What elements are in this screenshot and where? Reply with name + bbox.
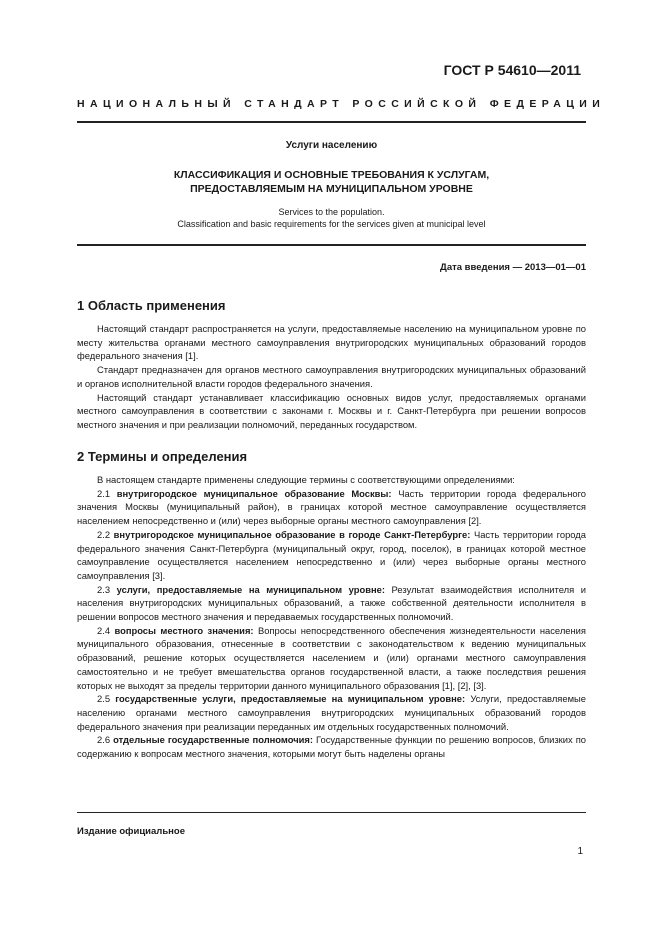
english-title [77, 206, 586, 230]
term: вопросы местного значения: [114, 624, 254, 636]
section-2-body [77, 473, 586, 761]
term: государственные услуги, предоставляемые на муниципальном уровне: [115, 693, 466, 705]
title-line-1: КЛАССИФИКАЦИЯ И ОСНОВНЫЕ ТРЕБОВАНИЯ К УСЛУГАМ, [173, 169, 490, 181]
document-title [77, 168, 586, 196]
english-title-line-1: Services to the population. [278, 207, 385, 217]
paragraph: Настоящий стандарт устанавливает классификацию основных видов услуг, предоставляемых органами местного самоуправления в соответствии с законами г. Москвы и г. Санкт-Петербурга при решении вопросов местного значения и при реализации полномочий, переданных государством. [77, 391, 586, 430]
section-1-body [77, 322, 586, 432]
paragraph: Настоящий стандарт распространяется на услуги, предоставляемые населению на муниципальном уровне по месту жительства органами местного самоуправления внутригородских муниципальных образований городов федерального значения [1]. [77, 323, 586, 362]
introduction-date: Дата введения — 2013—01—01 [440, 262, 586, 273]
definition: Вопросы непосредственного обеспечения жизнедеятельности населения муниципального образования, отнесенные в соответствии с законодательством к ведению муниципальных образований, решение которых осуществляется населением и (или) органами местного самоуправления самостоятельно и не требует вмешательства органов государственной власти, а также последствия решения которых не выходят за пределы территории данного муниципального образования [1], [2], [3]. [77, 624, 586, 691]
page-number: 1 [577, 846, 583, 857]
section-1-heading: 1 Область применения [77, 298, 226, 313]
paragraph: Стандарт предназначен для органов местного самоуправления внутригородских муниципальных образований и органов исполнительной власти городов федерального значения. [77, 364, 586, 389]
term-definition: 2.5 государственные услуги, предоставляемые на муниципальном уровне: Услуги, предоставляемые населению органами местного самоуправления внутригородских муниципальных образований городов федерального значения при реализации переданных им отдельных государственных полномочий. [77, 693, 586, 732]
term-definition: 2.1 внутригородское муниципальное образование Москвы: Часть территории города федерального значения Москвы (муниципальный район), в границах которой местное самоуправление осуществляется населением непосредственно и (или) через выборные органы местного самоуправления [2]. [77, 487, 587, 527]
paragraph: В настоящем стандарте применены следующие термины с соответствующими определениями: [97, 474, 515, 485]
section-2-heading: 2 Термины и определения [77, 449, 248, 464]
footer-divider [77, 812, 586, 813]
term: отдельные государственные полномочия: [113, 734, 314, 746]
definition: Часть территории города федерального значения Санкт-Петербурга (муниципальный округ, город, поселок), в границах которой местное самоуправление осуществляется населением непосредственно и (или) через выборные органы местного самоуправления [3]. [77, 528, 586, 581]
definition: Услуги, предоставляемые населению органами местного самоуправления внутригородских муниципальных образований городов федерального значения при реализации переданных им отдельных государственных полномочий. [77, 693, 586, 732]
official-edition-label: Издание официальное [77, 826, 185, 837]
term-definition: 2.2 внутригородское муниципальное образование в городе Санкт-Петербурге: Часть территории города федерального значения Санкт-Петербурга (муниципальный округ, город, поселок), в границах которой местное самоуправление осуществляется населением непосредственно и (или) через выборные органы местного самоуправления [3]. [77, 528, 586, 581]
definition: Результат взаимодействия исполнителя и населения внутригородских муниципальных образований, а также собственной деятельности исполнителя в решении вопросов местного значения и передаваемых государственных полномочий. [77, 583, 586, 623]
national-standard-heading: НАЦИОНАЛЬНЫЙ СТАНДАРТ РОССИЙСКОЙ ФЕДЕРАЦИИ [77, 98, 606, 110]
term-definition: 2.4 вопросы местного значения: Вопросы непосредственного обеспечения жизнедеятельности населения муниципального образования, отнесенные в соответствии с законодательством к ведению муниципальных образований, решение которых осуществляется населением и (или) органами местного самоуправления самостоятельно и не требует вмешательства органов государственной власти, а также последствия решения которых не выходят за пределы территории данного муниципального образования [1], [2], [3]. [77, 624, 586, 691]
english-title-line-2: Classification and basic requirements for the services given at municipal level [177, 219, 486, 229]
term-definition: 2.3 услуги, предоставляемые на муниципальном уровне: Результат взаимодействия исполнителя и населения внутригородских муниципальных образований, а также собственной деятельности исполнителя в решении вопросов местного значения и передаваемых государственных полномочий. [77, 583, 586, 623]
top-divider [77, 121, 586, 123]
term: внутригородское муниципальное образование в городе Санкт-Петербурге: [113, 528, 471, 540]
definition: Часть территории города федерального значения Москвы (муниципальный район), в границах которой местное самоуправление осуществляется населением непосредственно и (или) через выборные органы местного самоуправления [2]. [77, 487, 587, 527]
document-subtitle: Услуги населению [285, 140, 378, 151]
definition: Государственные функции по решению вопросов, близких по содержанию к вопросам местного значения, которыми могут быть наделены органы [77, 734, 586, 760]
term: услуги, предоставляемые на муниципальном уровне: [116, 583, 385, 595]
term-definition: 2.6 отдельные государственные полномочия: Государственные функции по решению вопросов, близких по содержанию к вопросам местного значения, которыми могут быть наделены органы [77, 734, 586, 760]
middle-divider [77, 244, 586, 246]
title-line-2: ПРЕДОСТАВЛЯЕМЫМ НА МУНИЦИПАЛЬНОМ УРОВНЕ [190, 183, 473, 195]
standard-code: ГОСТ Р 54610—2011 [443, 62, 581, 78]
term: внутригородское муниципальное образование Москвы: [116, 487, 392, 499]
